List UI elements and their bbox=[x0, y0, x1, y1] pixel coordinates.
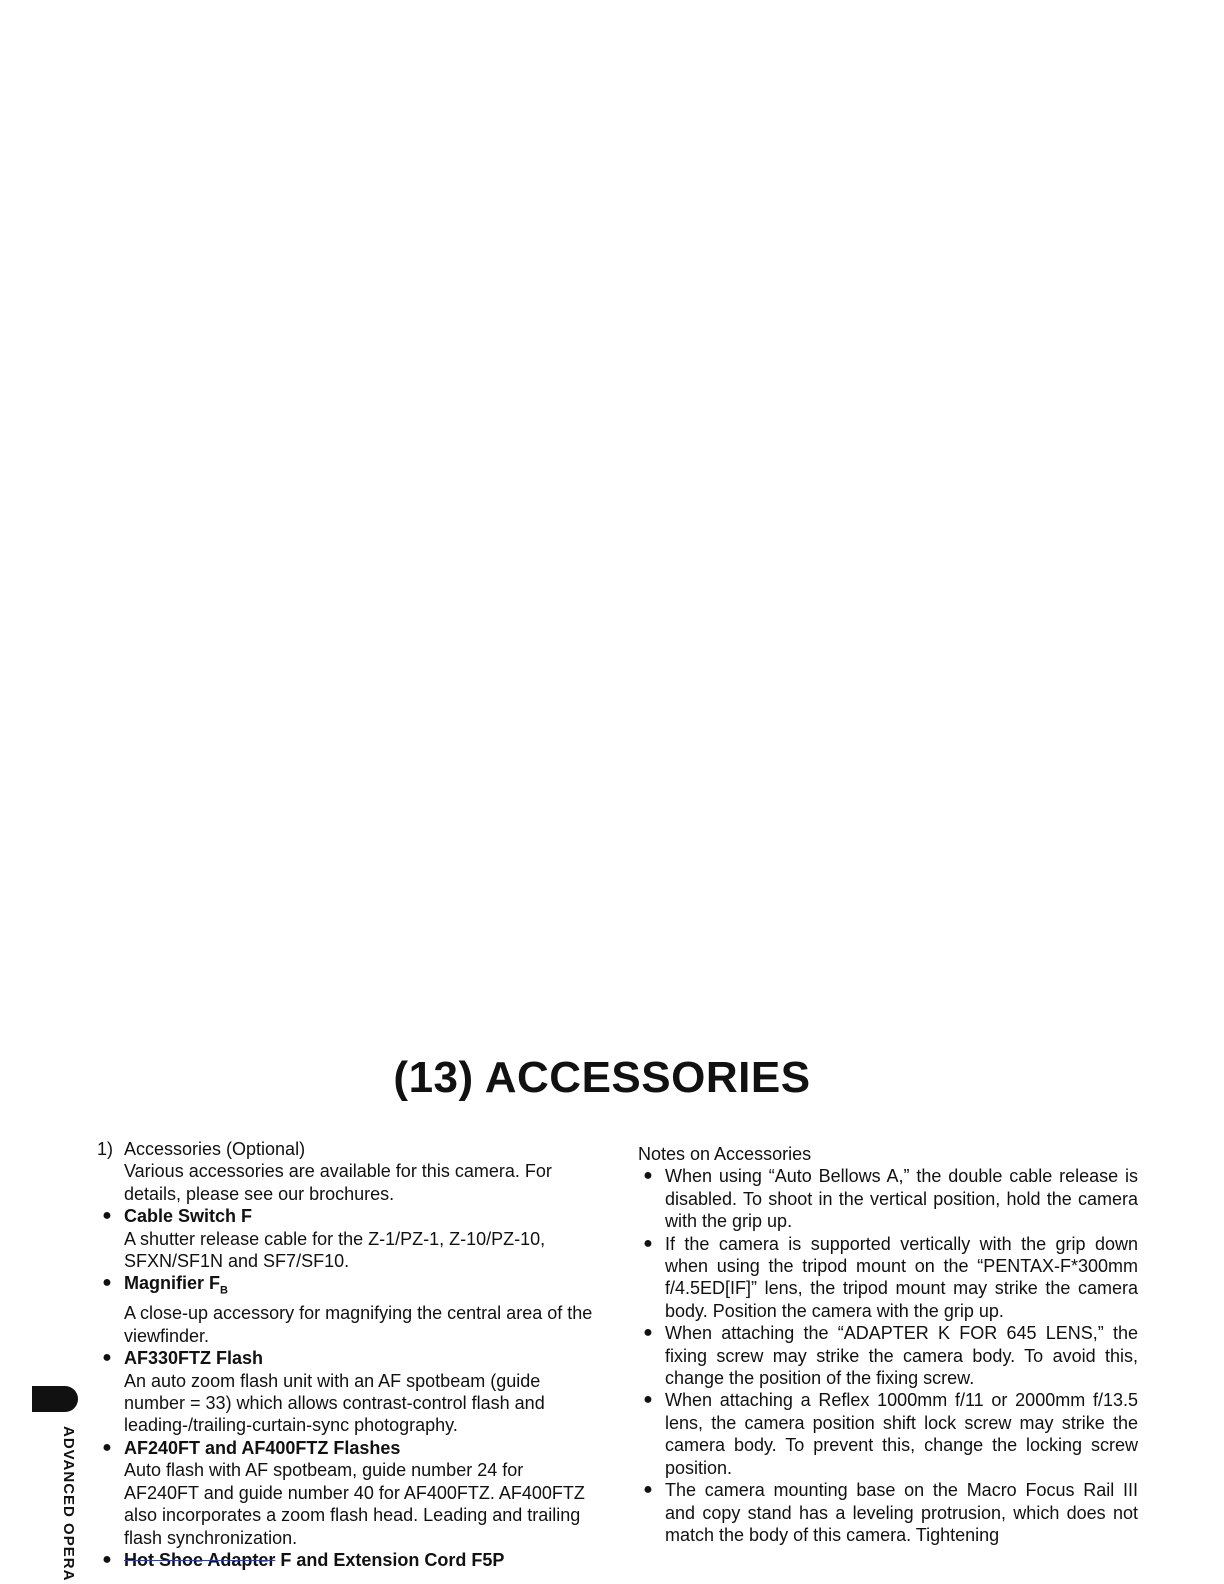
bullet-icon: ● bbox=[643, 1481, 653, 1499]
accessory-title-text: F and Extension Cord F5P bbox=[275, 1549, 505, 1570]
bullet-icon: ● bbox=[643, 1324, 653, 1342]
bullet-icon: ● bbox=[643, 1391, 653, 1409]
page-title: (13) ACCESSORIES bbox=[393, 1053, 811, 1102]
accessory-title: AF330FTZ Flash bbox=[124, 1348, 264, 1369]
note-text: The camera mounting base on the Macro Focus Rail III and copy stand has a leveling protrusion, which does not match the body of this camera. Tightening bbox=[665, 1480, 1138, 1545]
accessory-title: Cable Switch F bbox=[124, 1206, 253, 1227]
accessory-title-text: Magnifier F bbox=[124, 1273, 221, 1294]
notes-column bbox=[638, 1143, 1138, 1546]
accessory-description: Auto flash with AF spotbeam, guide number 24 for AF240FT and guide number 40 for AF400FTZ. AF400FTZ also incorporates a zoom flash head. Leading and trailing flash synchronization. bbox=[124, 1460, 585, 1548]
notes-heading: Notes on Accessories bbox=[638, 1144, 812, 1164]
side-section-label: ADVANCED OPERA bbox=[60, 1426, 77, 1582]
note-text: When using “Auto Bellows A,” the double cable release is disabled. To shoot in the vertical position, hold the camera with the grip up. bbox=[665, 1166, 1138, 1232]
accessory-item-cable-switch bbox=[97, 1205, 597, 1272]
note-item bbox=[638, 1165, 1138, 1232]
accessory-title-struck: Hot Shoe Adapter bbox=[124, 1549, 276, 1570]
accessory-description: A shutter release cable for the Z-1/PZ-1, Z-10/PZ-10, SFXN/SF1N and SF7/SF10. bbox=[124, 1228, 546, 1272]
note-item bbox=[638, 1322, 1138, 1389]
bullet-icon: ● bbox=[643, 1234, 653, 1252]
accessory-item-magnifier bbox=[97, 1272, 597, 1347]
bullet-icon: ● bbox=[102, 1438, 112, 1456]
accessory-title-subscript: B bbox=[220, 1285, 228, 1298]
note-text: When attaching the “ADAPTER K FOR 645 LENS,” the fixing screw may strike the camera body. To avoid this, change the position of the fixing screw. bbox=[665, 1323, 1138, 1389]
note-text: When attaching a Reflex 1000mm f/11 or 2000mm f/13.5 lens, the camera position shift lock screw may strike the camera body. To prevent this, change the locking screw position. bbox=[665, 1390, 1138, 1478]
accessories-list-column bbox=[97, 1138, 597, 1571]
note-item bbox=[638, 1479, 1138, 1546]
bullet-icon: ● bbox=[102, 1349, 112, 1367]
accessory-item-hot-shoe-adapter bbox=[97, 1549, 597, 1571]
bullet-icon: ● bbox=[102, 1550, 112, 1568]
section-intro: Various accessories are available for this camera. For details, please see our brochures. bbox=[124, 1161, 552, 1204]
bullet-icon: ● bbox=[643, 1167, 653, 1185]
note-text: If the camera is supported vertically with the grip down when using the tripod mount on the “PENTAX-F*300mm f/4.5ED[IF]” lens, the tripod mount may strike the camera body. Position the camera with the grip up. bbox=[665, 1233, 1138, 1321]
section-tab-marker bbox=[32, 1386, 78, 1412]
note-item bbox=[638, 1233, 1138, 1323]
bullet-icon: ● bbox=[102, 1207, 112, 1225]
accessory-description: A close-up accessory for magnifying the central area of the viewfinder. bbox=[124, 1303, 593, 1346]
notes-list bbox=[638, 1165, 1138, 1546]
bullet-icon: ● bbox=[102, 1274, 112, 1292]
accessory-title: AF240FT and AF400FTZ Flashes bbox=[124, 1437, 401, 1458]
accessory-item-af240ft-af400ftz bbox=[97, 1437, 597, 1549]
section-number: 1) bbox=[97, 1139, 114, 1159]
accessory-title bbox=[124, 1549, 597, 1571]
section-heading-text: Accessories (Optional) bbox=[124, 1139, 306, 1159]
accessory-title bbox=[124, 1272, 597, 1302]
section-heading bbox=[97, 1138, 597, 1160]
accessory-description: An auto zoom flash unit with an AF spotbeam (guide number = 33) which allows contrast-control flash and leading-/trailing-curtain-sync photography. bbox=[124, 1370, 545, 1436]
accessory-item-af330ftz bbox=[97, 1347, 597, 1437]
note-item bbox=[638, 1389, 1138, 1479]
